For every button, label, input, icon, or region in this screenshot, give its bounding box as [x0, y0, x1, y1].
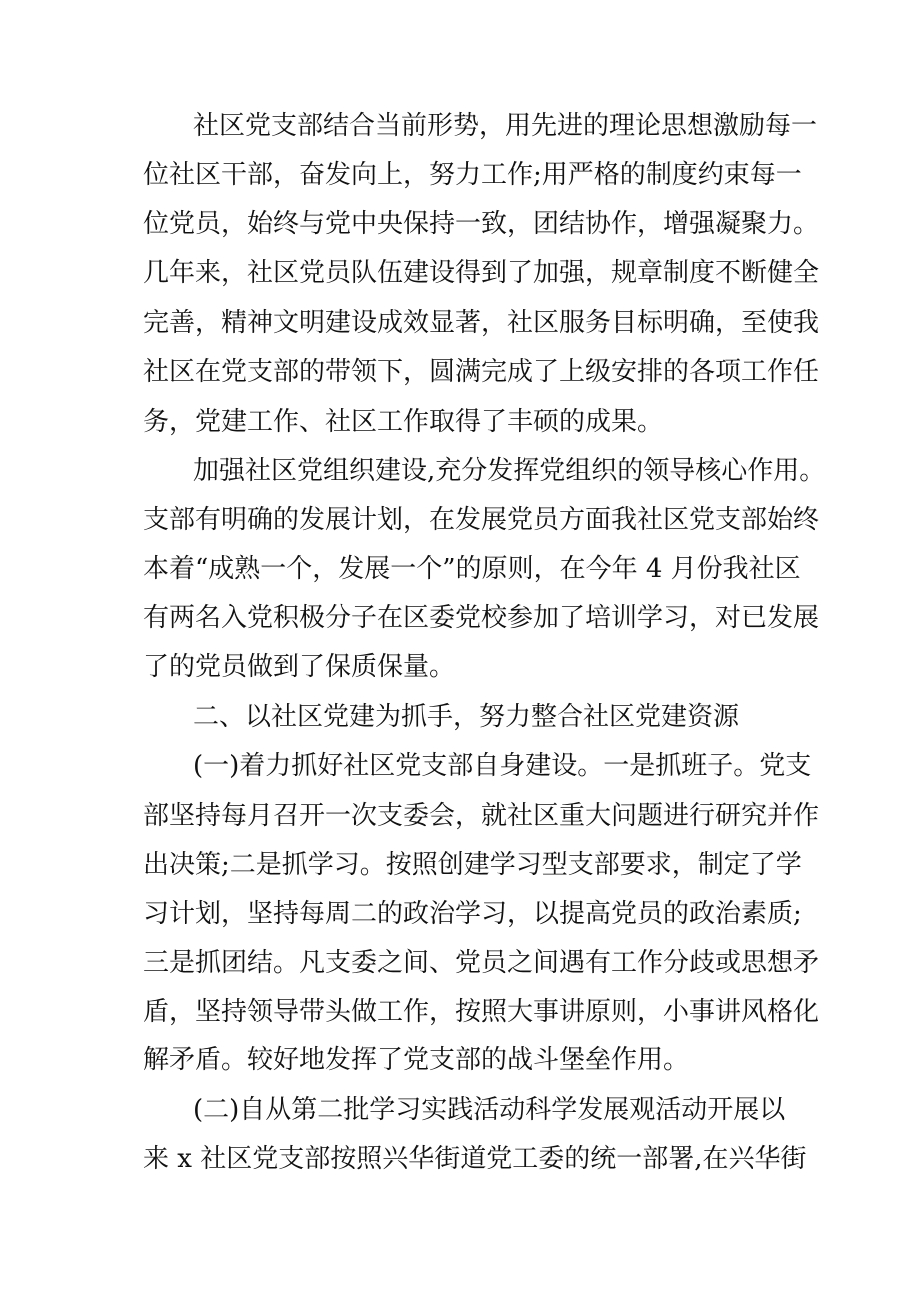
paragraph-2-line-1: 加强社区党组织建设,充分发挥党组织的领导核心作用。 [193, 456, 826, 486]
paragraph-1-line-4: 几年来，社区党员队伍建设得到了加强，规章制度不断健全 [143, 258, 820, 288]
paragraph-2-line-2: 支部有明确的发展计划，在发展党员方面我社区党支部始终 [143, 505, 820, 535]
paragraph-2-line-4: 有两名入党积极分子在区委党校参加了培训学习，对已发展 [143, 603, 820, 633]
paragraph-1-line-5: 完善，精神文明建设成效显著，社区服务目标明确，至使我 [143, 308, 820, 338]
section-heading: 二、以社区党建为抓手，努力整合社区党建资源 [193, 702, 740, 732]
paragraph-3-line-5: 三是抓团结。凡支委之间、党员之间遇有工作分歧或思想矛 [143, 948, 820, 978]
paragraph-1-line-3: 位党员，始终与党中央保持一致，团结协作，增强凝聚力。 [143, 209, 820, 239]
paragraph-3-line-6: 盾，坚持领导带头做工作，按照大事讲原则，小事讲风格化 [143, 997, 820, 1027]
paragraph-4-line-1: (二)自从第二批学习实践活动科学发展观活动开展以 [193, 1095, 786, 1125]
paragraph-3-line-3: 出决策;二是抓学习。按照创建学习型支部要求，制定了学 [143, 850, 802, 880]
paragraph-1-line-1: 社区党支部结合当前形势，用先进的理论思想激励每一 [193, 111, 818, 141]
paragraph-3-line-7: 解矛盾。较好地发挥了党支部的战斗堡垒作用。 [143, 1045, 690, 1075]
paragraph-1-line-7: 务，党建工作、社区工作取得了丰硕的成果。 [143, 407, 664, 437]
paragraph-1-line-2: 位社区干部，奋发向上，努力工作;用严格的制度约束每一 [143, 160, 802, 190]
paragraph-3-line-2: 部坚持每月召开一次支委会，就社区重大问题进行研究并作 [143, 801, 820, 831]
paragraph-4-line-2: 来 x 社区党支部按照兴华街道党工委的统一部署,在兴华街 [143, 1144, 807, 1174]
paragraph-3-line-4: 习计划，坚持每周二的政治学习，以提高党员的政治素质; [143, 899, 802, 929]
paragraph-3-line-1: (一)着力抓好社区党支部自身建设。一是抓班子。党支 [193, 751, 812, 781]
paragraph-2-line-5: 了的党员做到了保质保量。 [143, 652, 456, 682]
paragraph-1-line-6: 社区在党支部的带领下，圆满完成了上级安排的各项工作任 [143, 357, 820, 387]
paragraph-2-line-3: 本着“成熟一个，发展一个”的原则，在今年 4 月份我社区 [143, 554, 801, 584]
